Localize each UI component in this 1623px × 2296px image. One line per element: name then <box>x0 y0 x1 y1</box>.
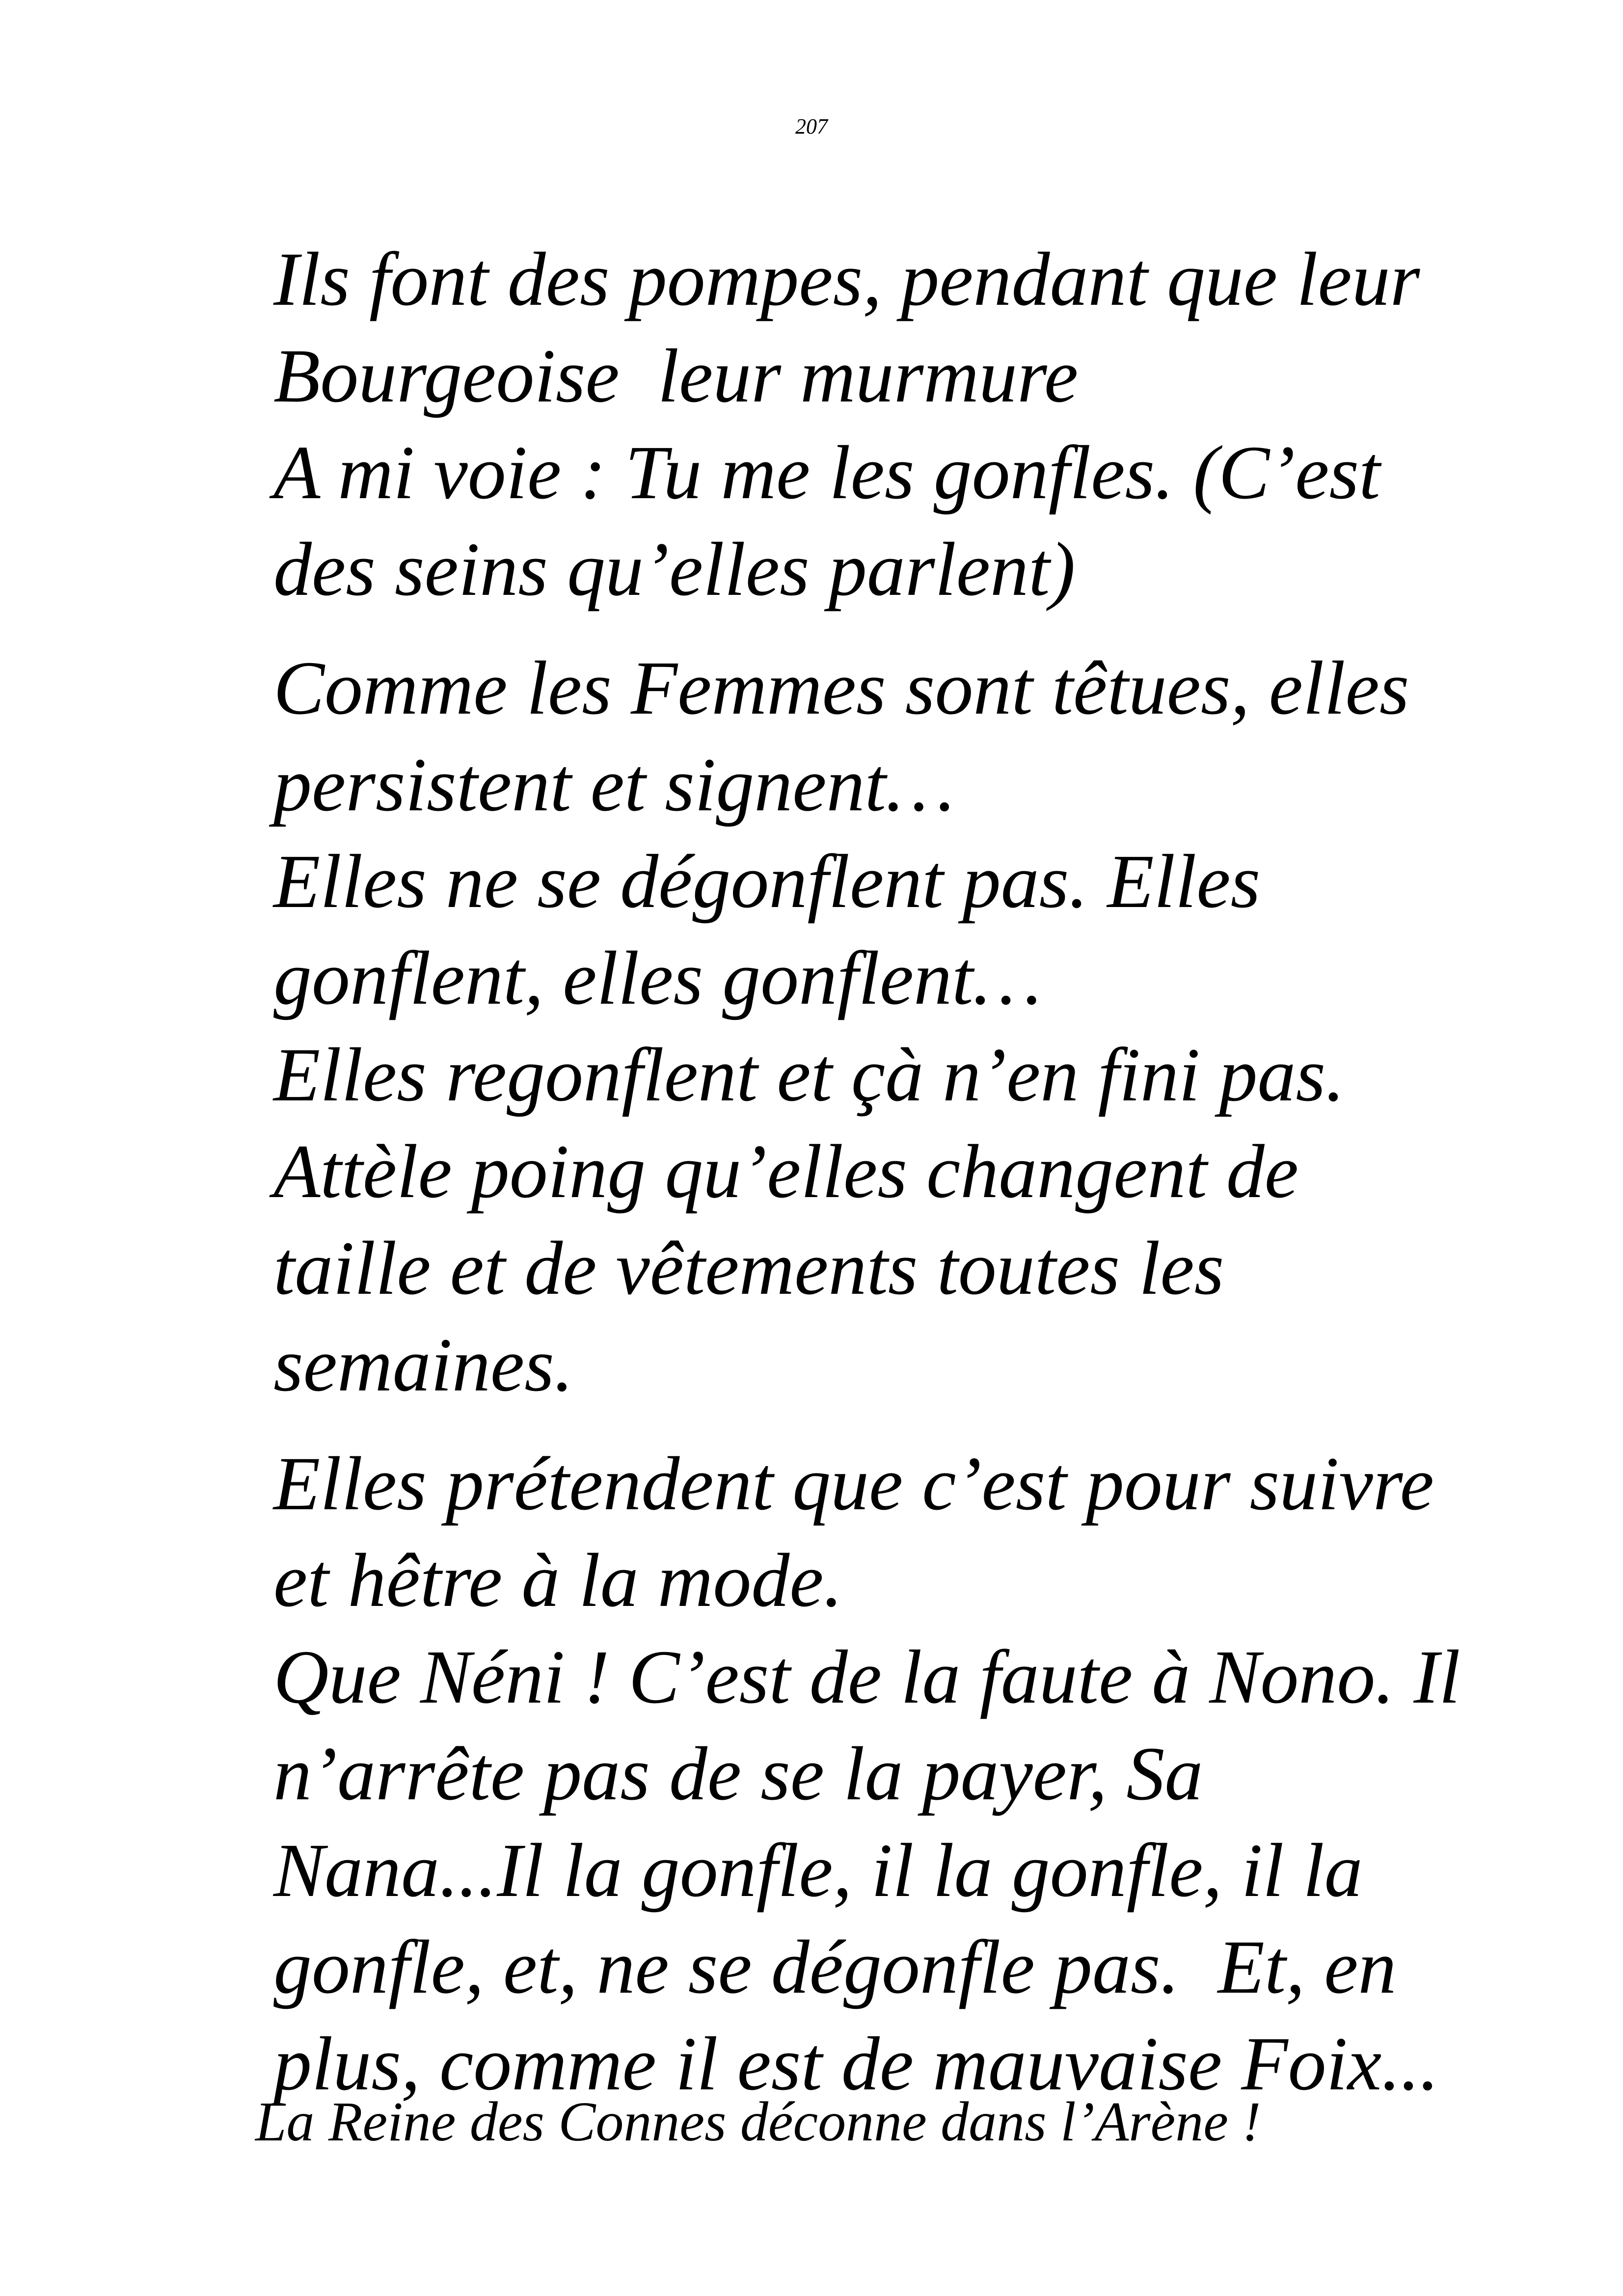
text-line: et hêtre à la mode. <box>273 1538 843 1623</box>
text-line: des seins qu’elles parlent) <box>273 527 1076 612</box>
text-line: Bourgeoise leur murmure <box>273 333 1079 418</box>
paragraph-3 <box>273 1435 1530 2112</box>
body-text <box>273 231 1530 2134</box>
text-line: Attèle poing qu’elles changent de <box>273 1129 1299 1214</box>
paragraph-1 <box>273 231 1530 617</box>
text-line: semaines. <box>273 1322 573 1407</box>
text-line: persistent et signent… <box>273 742 954 827</box>
page-number: 207 <box>795 114 828 138</box>
text-line: A mi voie : Tu me les gonfles. (C’est <box>273 430 1380 515</box>
paragraph-2 <box>273 640 1530 1413</box>
closing-line: La Reine des Connes déconne dans l’Arène ! <box>255 2090 1261 2153</box>
text-line: taille et de vêtements toutes les <box>273 1226 1224 1310</box>
text-line: plus, comme il est de mauvaise Foix... <box>273 2021 1439 2106</box>
text-line: Elles prétendent que c’est pour suivre <box>273 1441 1434 1526</box>
text-line: Elles regonflent et çà n’en fini pas. <box>273 1032 1345 1117</box>
text-line: Que Néni ! C’est de la faute à Nono. Il <box>273 1634 1461 1719</box>
text-line: Comme les Femmes sont têtues, elles <box>273 645 1409 730</box>
text-line: Ils font des pompes, pendant que leur <box>273 237 1420 321</box>
text-line: n’arrête pas de se la payer, Sa <box>273 1731 1203 1816</box>
text-line: gonfle, et, ne se dégonfle pas. Et, en <box>273 1924 1397 2009</box>
text-line: gonflent, elles gonflent… <box>273 935 1042 1020</box>
text-line: Elles ne se dégonflent pas. Elles <box>273 839 1261 924</box>
text-line: Nana...Il la gonfle, il la gonfle, il la <box>273 1828 1363 1913</box>
